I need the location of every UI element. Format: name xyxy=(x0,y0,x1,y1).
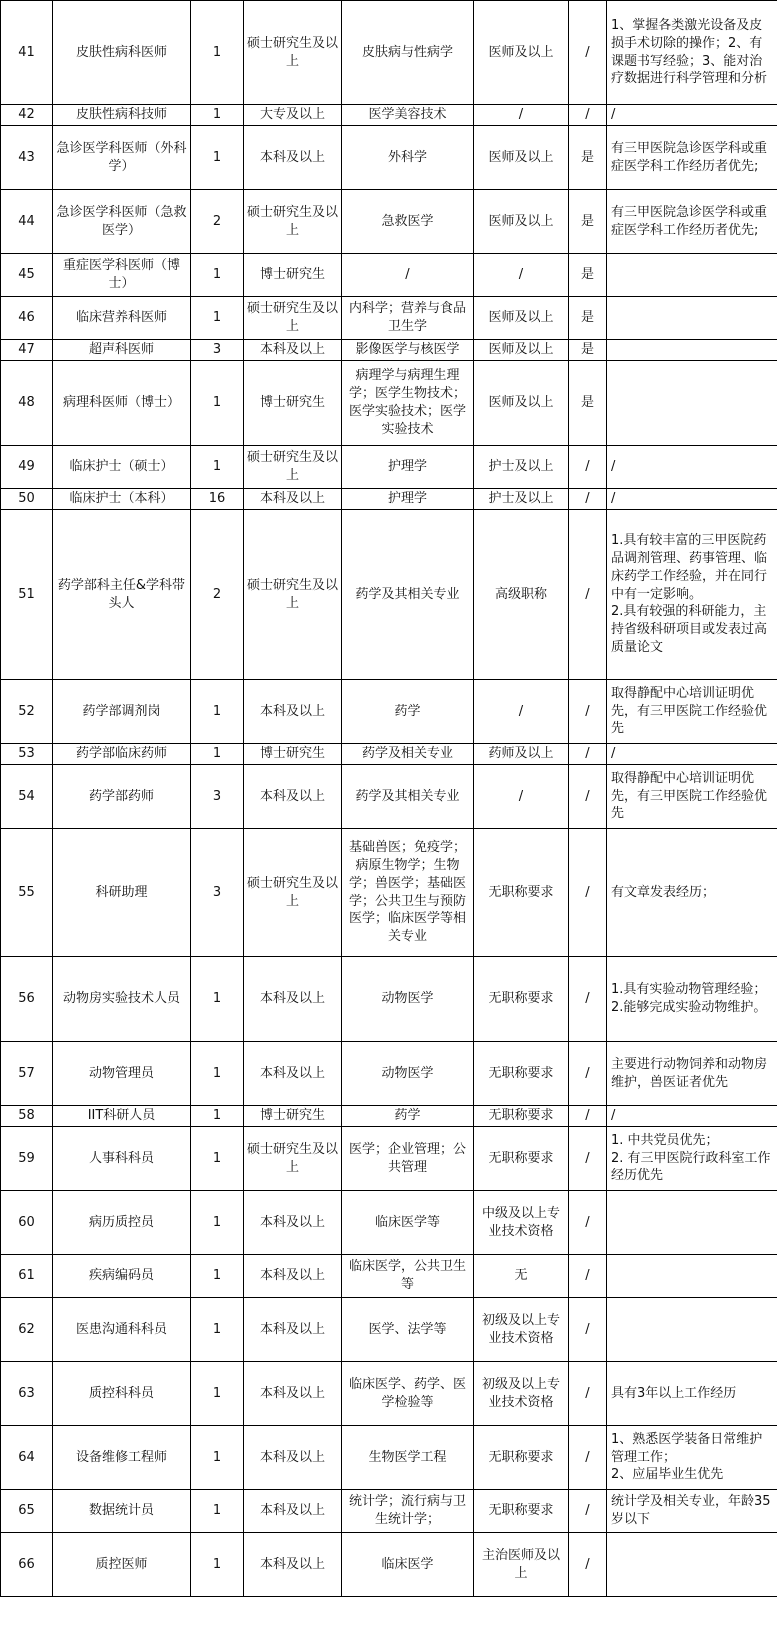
cell-no: 57 xyxy=(1,1042,53,1106)
cell-no: 56 xyxy=(1,957,53,1042)
table-row xyxy=(1,105,777,126)
cell-note xyxy=(607,105,777,126)
cell-count: 1 xyxy=(191,1,244,105)
table-row xyxy=(1,744,777,765)
cell-exp: / xyxy=(569,1490,607,1533)
cell-no: 51 xyxy=(1,510,53,680)
cell-title: 医师及以上 xyxy=(474,340,569,361)
cell-no: 50 xyxy=(1,489,53,510)
cell-edu: 本科及以上 xyxy=(244,1533,342,1597)
note-line: 2.能够完成实验动物维护。 xyxy=(611,1000,767,1015)
cell-major: 动物医学 xyxy=(342,1042,474,1106)
cell-pos: 临床护士（本科） xyxy=(53,489,191,510)
table-row xyxy=(1,680,777,744)
cell-title: 无职称要求 xyxy=(474,1106,569,1127)
cell-title: 高级职称 xyxy=(474,510,569,680)
cell-pos: 动物管理员 xyxy=(53,1042,191,1106)
cell-no: 52 xyxy=(1,680,53,744)
table-row xyxy=(1,297,777,340)
cell-note xyxy=(607,446,777,489)
cell-edu: 博士研究生 xyxy=(244,744,342,765)
cell-note xyxy=(607,1,777,105)
cell-count: 1 xyxy=(191,254,244,297)
cell-title: 无 xyxy=(474,1255,569,1298)
cell-no: 59 xyxy=(1,1127,53,1191)
cell-title: 无职称要求 xyxy=(474,829,569,957)
cell-note xyxy=(607,1042,777,1106)
cell-count: 1 xyxy=(191,1362,244,1426)
cell-edu: 本科及以上 xyxy=(244,1042,342,1106)
cell-major: 药学及相关专业 xyxy=(342,744,474,765)
cell-title: 医师及以上 xyxy=(474,190,569,254)
table-row xyxy=(1,957,777,1042)
cell-count: 2 xyxy=(191,510,244,680)
cell-exp: 是 xyxy=(569,340,607,361)
cell-title: 初级及以上专业技术资格 xyxy=(474,1362,569,1426)
cell-major: 内科学；营养与食品卫生学 xyxy=(342,297,474,340)
cell-count: 1 xyxy=(191,297,244,340)
table-row xyxy=(1,1106,777,1127)
note-line: 2. 有三甲医院行政科室工作经历优先 xyxy=(611,1150,771,1184)
cell-major: 急救医学 xyxy=(342,190,474,254)
cell-note xyxy=(607,489,777,510)
cell-edu: 本科及以上 xyxy=(244,957,342,1042)
cell-major: 药学 xyxy=(342,680,474,744)
cell-major: 护理学 xyxy=(342,446,474,489)
cell-major: 护理学 xyxy=(342,489,474,510)
note-line: 2、应届毕业生优先 xyxy=(611,1467,724,1483)
cell-exp: / xyxy=(569,105,607,126)
table-row xyxy=(1,1533,777,1597)
note-line: / xyxy=(611,1108,616,1124)
cell-title: 医师及以上 xyxy=(474,126,569,190)
cell-major: 皮肤病与性病学 xyxy=(342,1,474,105)
cell-pos: 皮肤性病科技师 xyxy=(53,105,191,126)
cell-major: 医学美容技术 xyxy=(342,105,474,126)
cell-note xyxy=(607,1426,777,1490)
cell-no: 63 xyxy=(1,1362,53,1426)
cell-note xyxy=(607,957,777,1042)
cell-note xyxy=(607,254,777,297)
cell-pos: 皮肤性病科医师 xyxy=(53,1,191,105)
cell-no: 61 xyxy=(1,1255,53,1298)
cell-count: 1 xyxy=(191,1490,244,1533)
cell-pos: 临床营养科医师 xyxy=(53,297,191,340)
cell-count: 1 xyxy=(191,105,244,126)
table-row xyxy=(1,510,777,680)
cell-no: 41 xyxy=(1,1,53,105)
cell-no: 49 xyxy=(1,446,53,489)
cell-edu: 本科及以上 xyxy=(244,680,342,744)
note-line: 具有3年以上工作经历 xyxy=(611,1385,737,1401)
cell-title: 医师及以上 xyxy=(474,1,569,105)
cell-title: 护士及以上 xyxy=(474,489,569,510)
cell-exp: / xyxy=(569,446,607,489)
note-line: / xyxy=(611,746,616,762)
table-row xyxy=(1,1490,777,1533)
cell-note xyxy=(607,744,777,765)
cell-no: 62 xyxy=(1,1298,53,1362)
cell-major: 影像医学与核医学 xyxy=(342,340,474,361)
cell-edu: 本科及以上 xyxy=(244,489,342,510)
cell-pos: 急诊医学科医师（外科学） xyxy=(53,126,191,190)
cell-note xyxy=(607,361,777,446)
note-line: 有三甲医院急诊医学科或重症医学科工作经历者优先; xyxy=(611,140,768,174)
cell-exp: / xyxy=(569,1298,607,1362)
cell-note xyxy=(607,1255,777,1298)
cell-exp: / xyxy=(569,744,607,765)
cell-no: 58 xyxy=(1,1106,53,1127)
cell-edu: 博士研究生 xyxy=(244,254,342,297)
note-line: 有文章发表经历； xyxy=(611,884,716,900)
cell-note xyxy=(607,829,777,957)
cell-title: 药师及以上 xyxy=(474,744,569,765)
cell-pos: 急诊医学科医师（急救医学） xyxy=(53,190,191,254)
cell-edu: 博士研究生 xyxy=(244,1106,342,1127)
cell-count: 1 xyxy=(191,446,244,489)
table-row xyxy=(1,254,777,297)
cell-pos: 药学部临床药师 xyxy=(53,744,191,765)
cell-exp: / xyxy=(569,1255,607,1298)
cell-pos: 医患沟通科科员 xyxy=(53,1298,191,1362)
cell-title: 无职称要求 xyxy=(474,957,569,1042)
cell-count: 1 xyxy=(191,957,244,1042)
cell-pos: 质控医师 xyxy=(53,1533,191,1597)
cell-edu: 本科及以上 xyxy=(244,1426,342,1490)
cell-note xyxy=(607,126,777,190)
cell-note xyxy=(607,1106,777,1127)
cell-title: 医师及以上 xyxy=(474,297,569,340)
cell-count: 1 xyxy=(191,1533,244,1597)
cell-major: 病理学与病理生理学；医学生物技术；医学实验技术；医学实验技术 xyxy=(342,361,474,446)
cell-count: 2 xyxy=(191,190,244,254)
cell-title: / xyxy=(474,254,569,297)
cell-exp: / xyxy=(569,1362,607,1426)
cell-edu: 本科及以上 xyxy=(244,340,342,361)
cell-pos: 超声科医师 xyxy=(53,340,191,361)
cell-major: 统计学；流行病与卫生统计学； xyxy=(342,1490,474,1533)
cell-title: / xyxy=(474,765,569,829)
cell-no: 60 xyxy=(1,1191,53,1255)
cell-exp: / xyxy=(569,1106,607,1127)
cell-edu: 本科及以上 xyxy=(244,1255,342,1298)
cell-pos: 动物房实验技术人员 xyxy=(53,957,191,1042)
cell-exp: 是 xyxy=(569,297,607,340)
cell-count: 1 xyxy=(191,361,244,446)
cell-pos: 药学部科主任&学科带头人 xyxy=(53,510,191,680)
cell-pos: 科研助理 xyxy=(53,829,191,957)
table-row xyxy=(1,126,777,190)
cell-count: 3 xyxy=(191,340,244,361)
cell-note xyxy=(607,190,777,254)
cell-count: 1 xyxy=(191,126,244,190)
cell-note xyxy=(607,297,777,340)
table-row xyxy=(1,1042,777,1106)
cell-exp: / xyxy=(569,1533,607,1597)
cell-edu: 本科及以上 xyxy=(244,765,342,829)
cell-note xyxy=(607,1127,777,1191)
cell-major: 临床医学，公共卫生等 xyxy=(342,1255,474,1298)
cell-edu: 硕士研究生及以上 xyxy=(244,510,342,680)
table-row xyxy=(1,446,777,489)
cell-no: 55 xyxy=(1,829,53,957)
note-line: / xyxy=(611,491,616,507)
cell-count: 1 xyxy=(191,1127,244,1191)
cell-edu: 本科及以上 xyxy=(244,1298,342,1362)
cell-no: 53 xyxy=(1,744,53,765)
cell-edu: 本科及以上 xyxy=(244,126,342,190)
cell-title: 无职称要求 xyxy=(474,1127,569,1191)
cell-edu: 大专及以上 xyxy=(244,105,342,126)
cell-exp: / xyxy=(569,1042,607,1106)
table-row xyxy=(1,1255,777,1298)
cell-no: 65 xyxy=(1,1490,53,1533)
cell-major: 药学及其相关专业 xyxy=(342,765,474,829)
cell-count: 1 xyxy=(191,680,244,744)
cell-major: 药学 xyxy=(342,1106,474,1127)
cell-count: 1 xyxy=(191,1298,244,1362)
cell-exp: / xyxy=(569,510,607,680)
cell-title: 医师及以上 xyxy=(474,361,569,446)
cell-edu: 硕士研究生及以上 xyxy=(244,829,342,957)
cell-major: 临床医学等 xyxy=(342,1191,474,1255)
cell-major: 临床医学 xyxy=(342,1533,474,1597)
cell-pos: 设备维修工程师 xyxy=(53,1426,191,1490)
cell-exp: / xyxy=(569,1,607,105)
cell-edu: 本科及以上 xyxy=(244,1490,342,1533)
table-row xyxy=(1,829,777,957)
cell-count: 3 xyxy=(191,765,244,829)
table-row xyxy=(1,1,777,105)
cell-exp: / xyxy=(569,680,607,744)
cell-title: 无职称要求 xyxy=(474,1042,569,1106)
cell-exp: / xyxy=(569,957,607,1042)
cell-no: 43 xyxy=(1,126,53,190)
note-line: 取得静配中心培训证明优先，有三甲医院工作经验优先 xyxy=(611,685,768,737)
cell-exp: 是 xyxy=(569,190,607,254)
cell-edu: 硕士研究生及以上 xyxy=(244,1127,342,1191)
note-line: 有三甲医院急诊医学科或重症医学科工作经历者优先; xyxy=(611,204,768,238)
cell-pos: 质控科科员 xyxy=(53,1362,191,1426)
note-line: 1. 中共党员优先； xyxy=(611,1132,719,1148)
cell-note xyxy=(607,340,777,361)
cell-count: 1 xyxy=(191,1042,244,1106)
note-line: 取得静配中心培训证明优先，有三甲医院工作经验优先 xyxy=(611,770,768,822)
cell-pos: IIT科研人员 xyxy=(53,1106,191,1127)
note-line: 主要进行动物饲养和动物房维护，兽医证者优先 xyxy=(611,1056,768,1090)
note-line: 1、掌握各类激光设备及皮损手术切除的操作；2、有课题书写经验；3、能对治疗数据进行科学管理和分析 xyxy=(611,17,768,87)
table-row xyxy=(1,190,777,254)
cell-note xyxy=(607,1298,777,1362)
table-row xyxy=(1,340,777,361)
cell-title: 无职称要求 xyxy=(474,1426,569,1490)
cell-title: / xyxy=(474,105,569,126)
cell-count: 1 xyxy=(191,1255,244,1298)
note-line: / xyxy=(611,459,616,475)
cell-exp: 是 xyxy=(569,361,607,446)
cell-major: 药学及其相关专业 xyxy=(342,510,474,680)
cell-no: 45 xyxy=(1,254,53,297)
cell-major: 基础兽医；免疫学；病原生物学；生物学；兽医学；基础医学；公共卫生与预防医学；临床医学等相关专业 xyxy=(342,829,474,957)
cell-note xyxy=(607,1191,777,1255)
cell-no: 47 xyxy=(1,340,53,361)
cell-edu: 硕士研究生及以上 xyxy=(244,1,342,105)
cell-edu: 硕士研究生及以上 xyxy=(244,446,342,489)
cell-pos: 临床护士（硕士） xyxy=(53,446,191,489)
cell-edu: 本科及以上 xyxy=(244,1191,342,1255)
table-row xyxy=(1,361,777,446)
cell-exp: / xyxy=(569,1127,607,1191)
cell-note xyxy=(607,765,777,829)
cell-count: 1 xyxy=(191,1191,244,1255)
cell-title: 初级及以上专业技术资格 xyxy=(474,1298,569,1362)
cell-major: 医学；企业管理；公共管理 xyxy=(342,1127,474,1191)
cell-count: 1 xyxy=(191,744,244,765)
cell-count: 1 xyxy=(191,1106,244,1127)
table-row xyxy=(1,1191,777,1255)
cell-exp: / xyxy=(569,765,607,829)
cell-exp: 是 xyxy=(569,126,607,190)
cell-no: 44 xyxy=(1,190,53,254)
cell-no: 46 xyxy=(1,297,53,340)
cell-no: 66 xyxy=(1,1533,53,1597)
cell-exp: / xyxy=(569,1191,607,1255)
cell-title: 护士及以上 xyxy=(474,446,569,489)
cell-note xyxy=(607,1533,777,1597)
cell-pos: 人事科科员 xyxy=(53,1127,191,1191)
cell-pos: 药学部药师 xyxy=(53,765,191,829)
cell-title: 中级及以上专业技术资格 xyxy=(474,1191,569,1255)
cell-note xyxy=(607,1362,777,1426)
cell-major: / xyxy=(342,254,474,297)
cell-exp: 是 xyxy=(569,254,607,297)
cell-title: 主治医师及以上 xyxy=(474,1533,569,1597)
cell-pos: 疾病编码员 xyxy=(53,1255,191,1298)
table-row xyxy=(1,765,777,829)
cell-major: 医学、法学等 xyxy=(342,1298,474,1362)
cell-no: 48 xyxy=(1,361,53,446)
cell-edu: 本科及以上 xyxy=(244,1362,342,1426)
cell-pos: 药学部调剂岗 xyxy=(53,680,191,744)
cell-major: 外科学 xyxy=(342,126,474,190)
table-row xyxy=(1,1298,777,1362)
cell-major: 生物医学工程 xyxy=(342,1426,474,1490)
cell-note xyxy=(607,1490,777,1533)
cell-title: / xyxy=(474,680,569,744)
cell-note xyxy=(607,680,777,744)
cell-count: 3 xyxy=(191,829,244,957)
table-row xyxy=(1,1362,777,1426)
cell-pos: 重症医学科医师（博士） xyxy=(53,254,191,297)
note-line: 1、熟悉医学装备日常维护管理工作； xyxy=(611,1431,763,1465)
cell-no: 54 xyxy=(1,765,53,829)
cell-major: 临床医学、药学、医学检验等 xyxy=(342,1362,474,1426)
table-body xyxy=(1,1,777,1597)
cell-no: 64 xyxy=(1,1426,53,1490)
cell-count: 16 xyxy=(191,489,244,510)
cell-edu: 硕士研究生及以上 xyxy=(244,190,342,254)
note-line: / xyxy=(611,107,616,123)
cell-note xyxy=(607,510,777,680)
cell-edu: 博士研究生 xyxy=(244,361,342,446)
cell-pos: 数据统计员 xyxy=(53,1490,191,1533)
cell-exp: / xyxy=(569,829,607,957)
cell-exp: / xyxy=(569,1426,607,1490)
cell-major: 动物医学 xyxy=(342,957,474,1042)
cell-title: 无职称要求 xyxy=(474,1490,569,1533)
note-line: 2.具有较强的科研能力，主持省级科研项目或发表过高质量论文 xyxy=(611,604,768,656)
note-line: 1.具有较丰富的三甲医院药品调剂管理、药事管理、临床药学工作经验，并在同行中有一定影响。 xyxy=(611,532,768,602)
cell-pos: 病理科医师（博士） xyxy=(53,361,191,446)
table-row xyxy=(1,489,777,510)
cell-no: 42 xyxy=(1,105,53,126)
cell-exp: / xyxy=(569,489,607,510)
note-line: 1.具有实验动物管理经验； xyxy=(611,982,767,998)
cell-edu: 硕士研究生及以上 xyxy=(244,297,342,340)
table-row xyxy=(1,1127,777,1191)
table-row xyxy=(1,1426,777,1490)
cell-count: 1 xyxy=(191,1426,244,1490)
note-line: 统计学及相关专业，年龄35岁以下 xyxy=(611,1494,771,1527)
cell-pos: 病历质控员 xyxy=(53,1191,191,1255)
